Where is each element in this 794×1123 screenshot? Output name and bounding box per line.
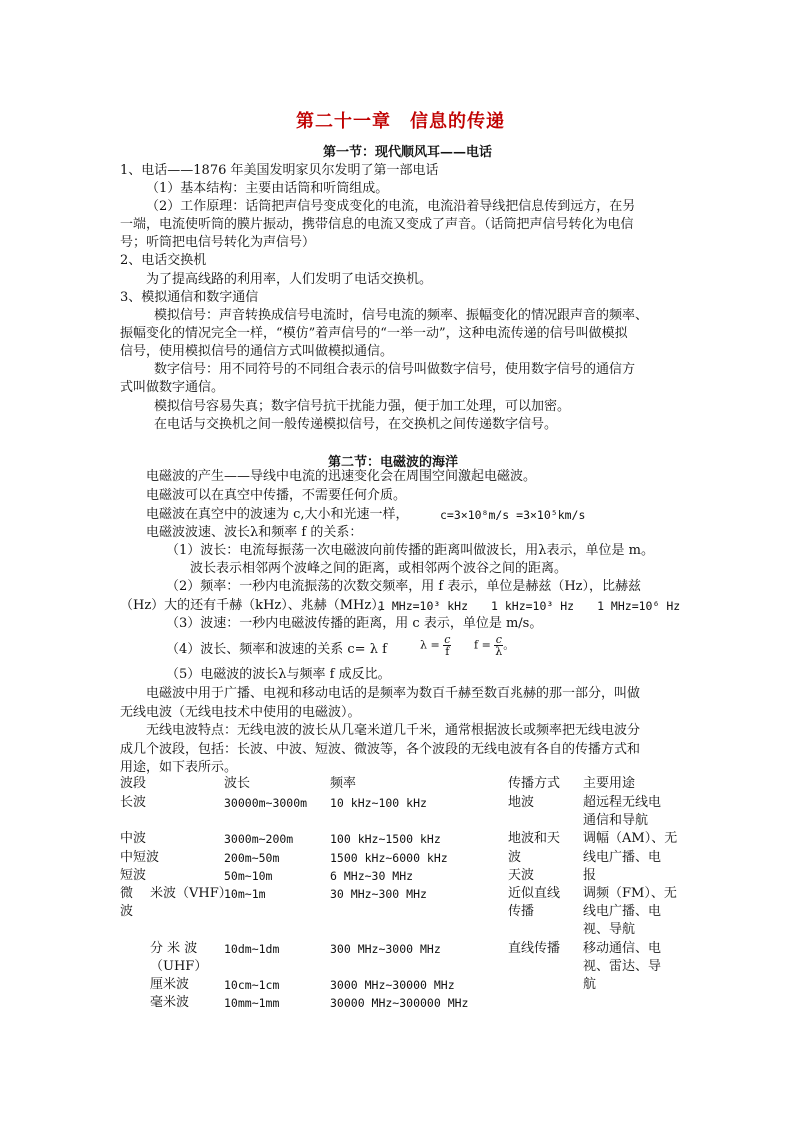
wavelength-cell: 10mm~1mm xyxy=(224,996,280,1010)
s1-line: 模拟信号容易失真；数字信号抗干扰能力强，便于加工处理，可以加密。 xyxy=(154,399,571,414)
s1-line: 式叫做数字通信。 xyxy=(120,380,225,395)
frequency-cell: 300 MHz~3000 MHz xyxy=(330,942,441,956)
s2-line: 电磁波可以在真空中传播，不需要任何介质。 xyxy=(146,488,407,503)
s1-line: 3、模拟通信和数字通信 xyxy=(120,290,259,305)
s2-line: 电磁波中用于广播、电视和移动电话的是频率为数百千赫至数百兆赫的那一部分，叫做 xyxy=(146,686,641,701)
propagation-cell: 地波 xyxy=(508,795,535,810)
band-subcell: 毫米波 xyxy=(150,995,190,1010)
s2-line: （3）波速：一秒内电磁波传播的距离，用 c 表示，单位是 m/s。 xyxy=(166,616,543,631)
use-cell: 视、雷达、导 xyxy=(583,959,662,974)
s1-line: 为了提高线路的利用率，人们发明了电话交换机。 xyxy=(146,272,433,287)
propagation-cell: 波 xyxy=(508,850,522,865)
frequency-cell: 6 MHz~30 MHz xyxy=(330,869,414,883)
band-subcell: 分 米 波 xyxy=(150,941,198,956)
table-header: 主要用途 xyxy=(583,776,636,791)
use-cell: 通信和导航 xyxy=(583,813,649,828)
s1-line: 号；听筒把电信号转化为声信号） xyxy=(120,235,316,250)
speed-formula: c=3×10⁸m/s =3×10⁵km/s xyxy=(440,508,586,522)
use-cell: 线电广播、电 xyxy=(583,850,662,865)
propagation-cell: 近似直线 xyxy=(508,886,561,901)
wavelength-cell: 10cm~1cm xyxy=(224,978,280,992)
propagation-cell: 直线传播 xyxy=(508,941,561,956)
s2-line: （5）电磁波的波长λ与频率 f 成反比。 xyxy=(166,667,391,682)
frequency-cell: 3000 MHz~30000 MHz xyxy=(330,978,455,992)
table-header: 频率 xyxy=(330,776,357,791)
s1-line: 振幅变化的情况完全一样，“模仿”着声信号的“一举一动”，这种电流传递的信号叫做模拟 xyxy=(120,326,628,341)
band-subcell: 米波（VHF） xyxy=(150,886,232,901)
s2-line: （4）波长、频率和波速的关系 c= λ f xyxy=(166,642,387,657)
use-cell: 航 xyxy=(583,977,597,992)
s2-line: 成几个波段，包括：长波、中波、短波、微波等，各个波段的无线电波有各自的传播方式和 xyxy=(120,742,641,757)
wavelength-cell: 10m~1m xyxy=(224,887,266,901)
frequency-formula: f = $\frac{c}{\lambda}$ 。 xyxy=(474,633,515,658)
s2-line: 无线电波（无线电技术中使用的电磁波）。 xyxy=(120,705,361,720)
use-cell: 超远程无线电 xyxy=(583,795,662,810)
use-cell: 视、导航 xyxy=(583,922,636,937)
wavelength-cell: 3000m~200m xyxy=(224,832,294,846)
s2-line: 无线电波特点：无线电波的波长从几毫米道几千米，通常根据波长或频率把无线电波分 xyxy=(146,723,641,738)
page-title: 第二十一章 信息的传递 xyxy=(296,111,505,132)
s1-line: （2）工作原理：话筒把声信号变成变化的电流，电流沿着导线把信息传到远方，在另 xyxy=(146,199,636,214)
use-cell: 报 xyxy=(583,868,597,883)
lambda-formula: λ = $\frac{c}{f}$ xyxy=(420,633,451,658)
frequency-cell: 100 kHz~1500 kHz xyxy=(330,832,441,846)
s2-line: （1）波长：电流每振荡一次电磁波向前传播的距离叫做波长，用λ表示，单位是 m。 xyxy=(166,543,654,558)
propagation-cell: 天波 xyxy=(508,868,535,883)
s1-line: 2、电话交换机 xyxy=(120,253,207,268)
band-cell: 中短波 xyxy=(120,850,160,865)
s1-line: 1、电话——1876 年美国发明家贝尔发明了第一部电话 xyxy=(120,163,439,178)
wavelength-cell: 50m~10m xyxy=(224,869,273,883)
s2-line: 电磁波的产生——导线中电流的迅速变化会在周围空间激起电磁波。 xyxy=(146,469,537,484)
frequency-cell: 10 kHz~100 kHz xyxy=(330,796,427,810)
wavelength-cell: 200m~50m xyxy=(224,851,280,865)
wavelength-cell: 30000m~3000m xyxy=(224,796,308,810)
frequency-cell: 1500 kHz~6000 kHz xyxy=(330,851,448,865)
s2-line: 波长表示相邻两个波峰之间的距离，或相邻两个波谷之间的距离。 xyxy=(190,561,568,576)
band-subcell: （UHF） xyxy=(150,959,208,974)
frequency-cell: 30000 MHz~300000 MHz xyxy=(330,996,469,1010)
s1-line: 信号，使用模拟信号的通信方式叫做模拟通信。 xyxy=(120,344,394,359)
table-header: 波段 xyxy=(120,776,147,791)
band-cell: 微 xyxy=(120,886,134,901)
s1-line: 数字信号：用不同符号的不同组合表示的信号叫做数字信号，使用数字信号的通信方 xyxy=(154,362,636,377)
s2-line: （Hz）大的还有千赫（kHz）、兆赫（MHz）。 xyxy=(120,598,391,613)
table-header: 传播方式 xyxy=(508,776,561,791)
s1-line: 模拟信号：声音转换成信号电流时，信号电流的频率、振幅变化的情况跟声音的频率、 xyxy=(154,308,649,323)
section1-heading: 第一节：现代顺风耳——电话 xyxy=(323,145,493,160)
use-cell: 移动通信、电 xyxy=(583,941,662,956)
s1-line: 一端，电流使听筒的膜片振动，携带信息的电流又变成了声音。（话筒把声信号转化为电信 xyxy=(120,217,634,232)
wavelength-cell: 10dm~1dm xyxy=(224,942,280,956)
use-cell: 调幅（AM）、无 xyxy=(583,831,678,846)
s1-line: （1）基本结构：主要由话筒和听筒组成。 xyxy=(146,181,389,196)
frequency-cell: 30 MHz~300 MHz xyxy=(330,887,427,901)
section2-heading: 第二节：电磁波的海洋 xyxy=(328,455,459,470)
band-cell: 短波 xyxy=(120,868,147,883)
band-cell: 中波 xyxy=(120,831,147,846)
s1-line: 在电话与交换机之间一般传递模拟信号，在交换机之间传递数字信号。 xyxy=(154,417,558,432)
s2-line: （2）频率：一秒内电流振荡的次数交频率，用 f 表示，单位是赫兹（Hz），比赫兹 xyxy=(166,579,642,594)
band-subcell: 厘米波 xyxy=(150,977,190,992)
s2-line: 用途，如下表所示。 xyxy=(120,760,238,775)
band-cell: 长波 xyxy=(120,795,147,810)
s2-line: 电磁波波速、波长λ和频率 f 的关系： xyxy=(146,525,363,540)
propagation-cell: 地波和天 xyxy=(508,831,561,846)
propagation-cell: 传播 xyxy=(508,904,535,919)
use-cell: 调频（FM）、无 xyxy=(583,886,677,901)
use-cell: 线电广播、电 xyxy=(583,904,662,919)
table-header: 波长 xyxy=(224,776,251,791)
unit-conversions: 1 MHz=10³ kHz 1 kHz=10³ Hz 1 MHz=10⁶ Hz xyxy=(378,599,681,613)
band-cell: 波 xyxy=(120,904,134,919)
s2-line: 电磁波在真空中的波速为 c,大小和光速一样， xyxy=(146,507,409,522)
